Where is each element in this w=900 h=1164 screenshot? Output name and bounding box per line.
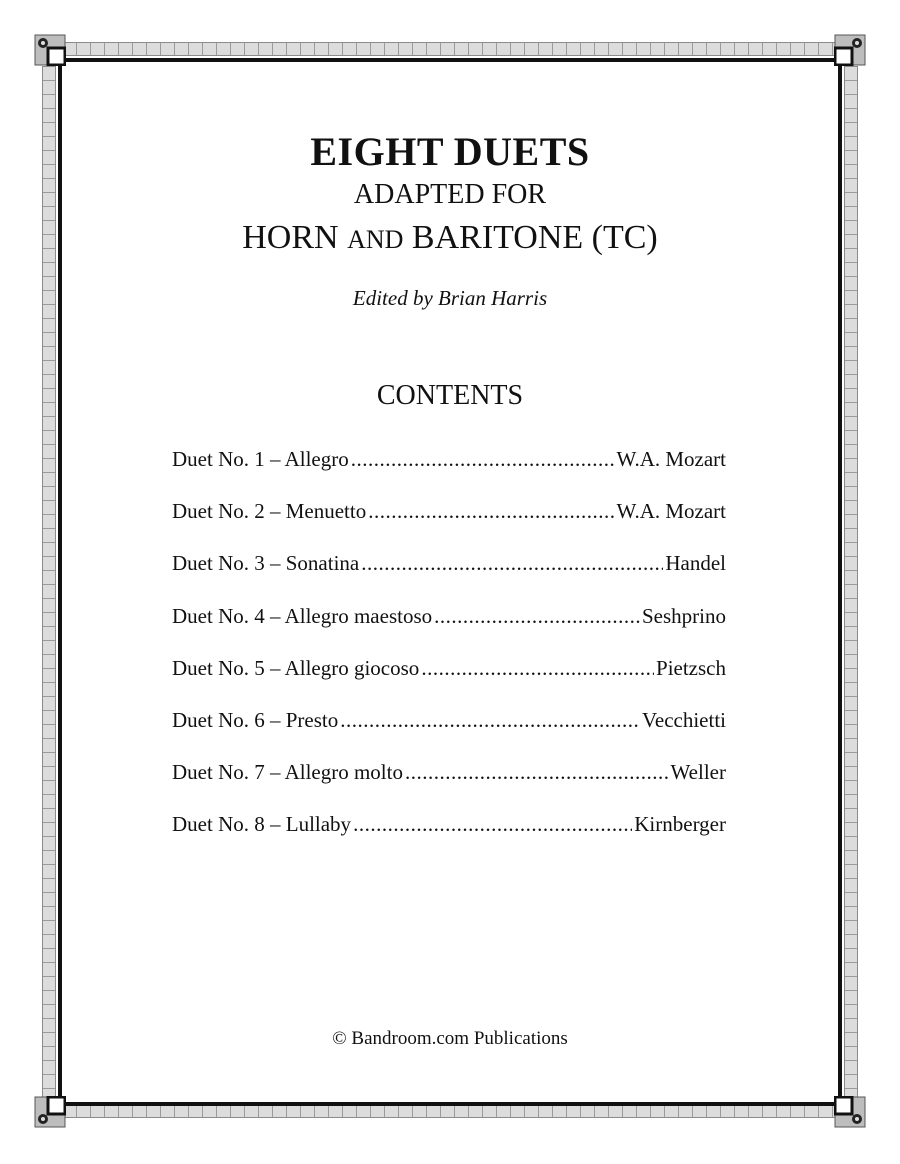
table-of-contents bbox=[172, 444, 726, 862]
border-strip-bottom bbox=[62, 1104, 838, 1118]
copyright-notice: © Bandroom.com Publications bbox=[332, 1028, 568, 1049]
instrument-2: BARITONE (TC) bbox=[411, 219, 658, 256]
toc-entry bbox=[172, 496, 726, 548]
toc-entry-title: Duet No. 5 – Allegro giocoso bbox=[172, 655, 420, 680]
corner-ornament-bottom-right bbox=[834, 1096, 866, 1128]
toc-leader-dots bbox=[434, 601, 640, 631]
toc-leader-dots bbox=[353, 809, 632, 839]
toc-leader-dots bbox=[405, 757, 669, 787]
toc-entry-composer: W.A. Mozart bbox=[616, 499, 726, 524]
border-rule-bottom bbox=[58, 1102, 842, 1106]
toc-entry-title: Duet No. 4 – Allegro maestoso bbox=[172, 603, 433, 628]
corner-ornament-top-right bbox=[834, 34, 866, 66]
corner-ornament-top-left bbox=[34, 34, 66, 66]
page-title: EIGHT DUETS bbox=[310, 129, 590, 174]
toc-entry bbox=[172, 757, 726, 809]
toc-entry-title: Duet No. 3 – Sonatina bbox=[172, 551, 360, 576]
toc-entry bbox=[172, 653, 726, 705]
toc-leader-dots bbox=[361, 548, 663, 578]
toc-entry-composer: Weller bbox=[670, 760, 726, 785]
page-subtitle: ADAPTED FOR bbox=[353, 179, 547, 210]
border-rule-top bbox=[58, 58, 842, 62]
toc-leader-dots bbox=[421, 653, 654, 683]
toc-entry-composer: W.A. Mozart bbox=[616, 447, 726, 471]
instrument-conjunction: AND bbox=[347, 225, 404, 254]
toc-entry-title: Duet No. 2 – Menuetto bbox=[172, 499, 367, 524]
toc-entry-title: Duet No. 8 – Lullaby bbox=[172, 812, 352, 837]
toc-entry bbox=[172, 548, 726, 600]
instrument-1: HORN bbox=[242, 219, 339, 256]
toc-entry-composer: Kirnberger bbox=[634, 812, 726, 837]
toc-entry-composer: Seshprino bbox=[642, 603, 726, 628]
toc-entry bbox=[172, 444, 726, 496]
corner-ornament-bottom-left bbox=[34, 1096, 66, 1128]
toc-entry-composer: Handel bbox=[665, 551, 726, 576]
toc-leader-dots bbox=[351, 444, 615, 474]
toc-entry-composer: Pietzsch bbox=[656, 655, 726, 680]
toc-entry-title: Duet No. 7 – Allegro molto bbox=[172, 760, 403, 785]
instrumentation bbox=[0, 216, 900, 262]
toc-entry-title: Duet No. 1 – Allegro bbox=[172, 447, 349, 471]
contents-heading: CONTENTS bbox=[376, 380, 524, 411]
toc-entry bbox=[172, 809, 726, 861]
toc-entry-title: Duet No. 6 – Presto bbox=[172, 707, 339, 732]
toc-entry bbox=[172, 601, 726, 653]
toc-leader-dots bbox=[340, 705, 640, 735]
editor-credit: Edited by Brian Harris bbox=[352, 286, 548, 310]
toc-leader-dots bbox=[368, 496, 614, 526]
toc-entry-composer: Vecchietti bbox=[642, 707, 726, 732]
toc-entry bbox=[172, 705, 726, 757]
border-strip-top bbox=[62, 42, 838, 56]
